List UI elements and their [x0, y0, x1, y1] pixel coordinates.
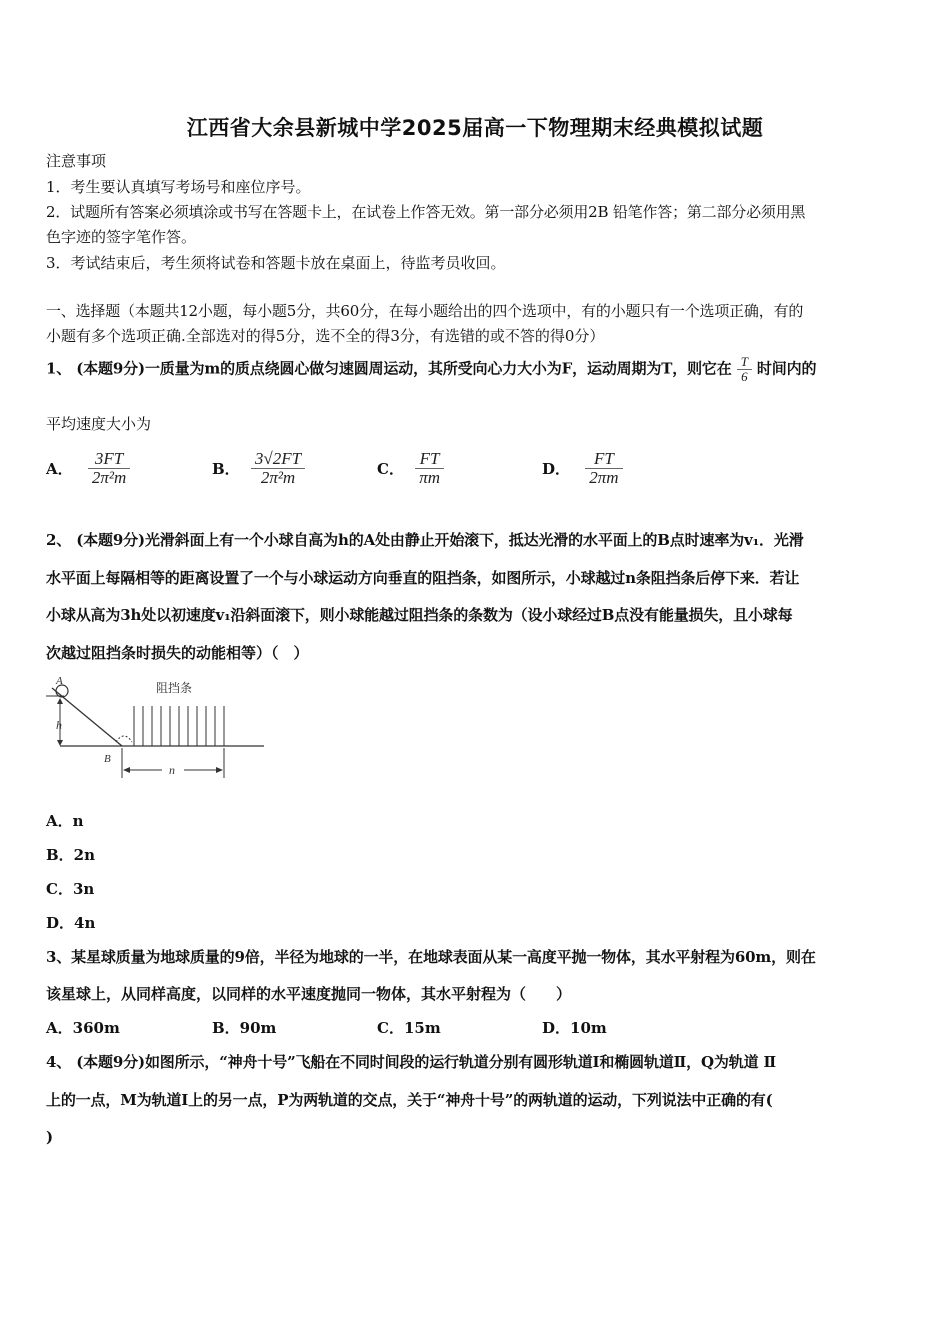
- q3-option-d[interactable]: D．10m: [542, 1019, 607, 1037]
- q2-option-d[interactable]: D．4n: [46, 914, 96, 932]
- option-fraction: [88, 450, 130, 487]
- q1-option-b[interactable]: [212, 450, 305, 487]
- q1-option-c[interactable]: [377, 450, 444, 487]
- q1-option-d[interactable]: [542, 450, 623, 487]
- label-b: B: [104, 753, 111, 765]
- question-4-line1: 4、 (本题9分)如图所示，“神舟十号”飞船在不同时间段的运行轨道分别有圆形轨道Ⅰ和椭圆轨道Ⅱ，Q为轨道 Ⅱ: [46, 1053, 777, 1071]
- question-3-line2: 该星球上，从同样高度，以同样的水平速度抛同一物体，其水平射程为（ ）: [46, 985, 572, 1003]
- question-4-line3: ): [46, 1128, 54, 1146]
- question-2-line1: 2、 (本题9分)光滑斜面上有一个小球自高为h的A处由静止开始滚下，抵达光滑的水平面上的B点时速率为v₁．光滑: [46, 531, 804, 549]
- notice-heading: 注意事项: [46, 152, 107, 170]
- question-1-text-tail: 时间内的: [756, 359, 817, 378]
- option-fraction: [251, 450, 305, 487]
- arrow-right-icon: [216, 767, 223, 773]
- q3-option-c[interactable]: C．15m: [377, 1019, 441, 1037]
- q3-option-a[interactable]: A．360m: [46, 1019, 120, 1037]
- option-fraction: [585, 450, 622, 487]
- option-label: C．: [377, 460, 404, 478]
- question-4-line2: 上的一点，M为轨道Ⅰ上的另一点，P为两轨道的交点，关于“神舟十号”的两轨道的运动，下列说法中正确的有(: [46, 1091, 773, 1109]
- question-1-line2: 平均速度大小为: [46, 415, 152, 433]
- notice-item-2-cont: 色字迹的签字笔作答。: [46, 228, 197, 246]
- section-heading-line1: 一、选择题（本题共12小题，每小题5分，共60分，在每小题给出的四个选项中，有的小题只有一个选项正确，有的: [46, 302, 804, 320]
- label-h: h: [56, 718, 62, 732]
- label-barrier: 阻挡条: [156, 681, 193, 695]
- q2-option-b[interactable]: B．2n: [46, 846, 96, 864]
- transition-arc: [116, 736, 132, 742]
- q2-option-c[interactable]: C．3n: [46, 880, 95, 898]
- option-fraction: [415, 450, 444, 487]
- notice-item-1: 1．考生要认真填写考场号和座位序号。: [46, 178, 311, 196]
- fraction-numerator: T: [737, 355, 752, 370]
- arrow-left-icon: [123, 767, 130, 773]
- q3-option-b[interactable]: B．90m: [212, 1019, 277, 1037]
- question-2-line3: 小球从高为3h处以初速度v₁沿斜面滚下，则小球能越过阻挡条的条数为（设小球经过B点没有能量损失，且小球每: [46, 606, 793, 624]
- question-1-text: 1、 (本题9分)一质量为m的质点绕圆心做匀速圆周运动，其所受向心力大小为F，运动周期为T，则它在: [46, 359, 732, 378]
- option-denominator: 2πm: [589, 468, 619, 487]
- option-numerator: 3√2FT: [251, 450, 305, 469]
- option-label: B．: [212, 460, 240, 478]
- arrow-up-icon: [57, 698, 63, 704]
- option-numerator: 3FT: [88, 450, 130, 469]
- fraction-denominator: 6: [741, 369, 748, 384]
- q2-option-a[interactable]: A．n: [46, 812, 84, 830]
- question-1-stem: [46, 355, 816, 384]
- arrow-down-icon: [57, 740, 63, 746]
- option-label: D．: [542, 460, 571, 478]
- question-2-line2: 水平面上每隔相等的距离设置了一个与小球运动方向垂直的阻挡条，如图所示，小球越过n条阻挡条后停下来．若让: [46, 569, 800, 587]
- question-1-fraction: [737, 355, 752, 384]
- option-denominator: 2π²m: [91, 468, 127, 487]
- option-denominator: 2π²m: [260, 468, 296, 487]
- page-title: 江西省大余县新城中学2025届高一下物理期末经典模拟试题: [186, 116, 764, 140]
- option-numerator: FT: [585, 450, 622, 469]
- q1-option-a[interactable]: [46, 450, 130, 487]
- label-n: n: [169, 763, 175, 777]
- notice-item-2: 2．试题所有答案必须填涂或书写在答题卡上，在试卷上作答无效。第一部分必须用2B 铅笔作答；第二部分必须用黑: [46, 203, 806, 221]
- option-numerator: FT: [415, 450, 444, 469]
- label-a: A: [56, 675, 63, 687]
- question-3-line1: 3、某星球质量为地球质量的9倍，半径为地球的一半，在地球表面从某一高度平抛一物体，其水平射程为60m，则在: [46, 948, 816, 966]
- incline-barrier-figure: [44, 674, 268, 784]
- question-2-line4: 次越过阻挡条时损失的动能相等）（ ）: [46, 644, 309, 662]
- notice-item-3: 3．考试结束后，考生须将试卷和答题卡放在桌面上，待监考员收回。: [46, 254, 506, 272]
- section-heading-line2: 小题有多个选项正确.全部选对的得5分，选不全的得3分，有选错的或不答的得0分）: [46, 327, 605, 345]
- option-denominator: πm: [419, 468, 440, 487]
- option-label: A．: [46, 460, 73, 478]
